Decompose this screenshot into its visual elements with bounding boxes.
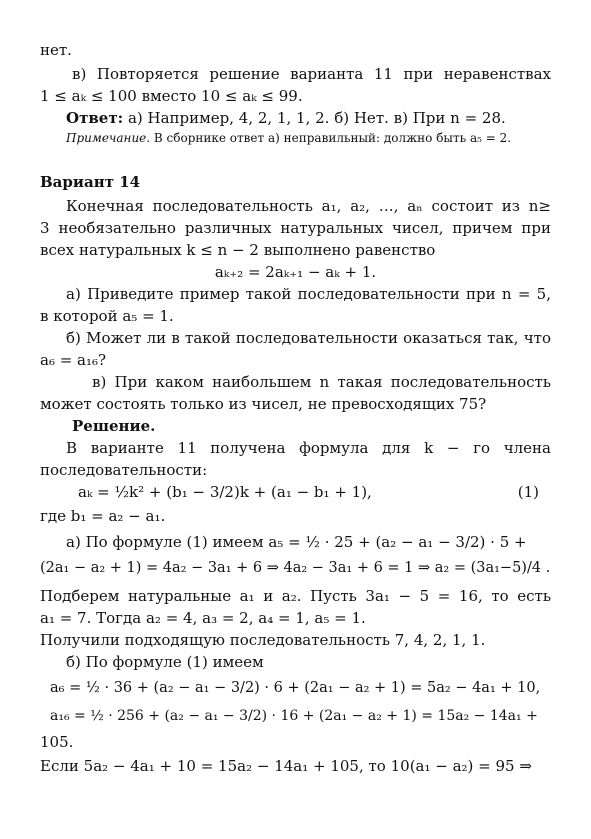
text-line: где b₁ = a₂ − a₁. bbox=[40, 507, 166, 525]
formula-line bbox=[78, 482, 551, 502]
text-line: нет. bbox=[40, 41, 72, 59]
note-text: . В сборнике ответ а) неправильный: должно быть a₅ = 2. bbox=[146, 131, 512, 145]
text-line: Конечная последовательность a₁, a₂, …, aₙ состоит из n≥ bbox=[66, 197, 551, 215]
text-line: a₆ = a₁₆? bbox=[40, 351, 107, 369]
solution-heading: Решение. bbox=[72, 417, 156, 435]
text-line: 105. bbox=[40, 733, 74, 751]
note-line bbox=[66, 128, 551, 148]
text-line: в) Повторяется решение варианта 11 при неравенствах bbox=[72, 65, 551, 83]
text-line: а) По формуле (1) имеем a₅ = ½ · 25 + (a₂ − a₁ − 3/2) · 5 + bbox=[66, 533, 527, 551]
text-line: Если 5a₂ − 4a₁ + 10 = 15a₂ − 14a₁ + 105, то 10(a₁ − a₂) = 95 ⇒ bbox=[40, 757, 532, 775]
text-line: всех натуральных k ≤ n − 2 выполнено равенство bbox=[40, 241, 436, 259]
text-line: 3 необязательно различных натуральных чисел, причем при bbox=[40, 219, 551, 237]
equation-line: aₖ₊₂ = 2aₖ₊₁ − aₖ + 1. bbox=[214, 263, 377, 281]
equation-number: (1) bbox=[517, 483, 539, 501]
text-line: последовательности: bbox=[40, 461, 208, 479]
text-line: в которой a₅ = 1. bbox=[40, 307, 174, 325]
text-line: Получили подходящую последовательность 7, 4, 2, 1, 1. bbox=[40, 631, 486, 649]
text-line: а) Приведите пример такой последовательности при n = 5, bbox=[66, 285, 551, 303]
text-line: (2a₁ − a₂ + 1) = 4a₂ − 3a₁ + 6 ⇒ 4a₂ − 3a₁ + 6 = 1 ⇒ a₂ = (3a₁−5)/4 . bbox=[40, 560, 551, 576]
text-line: в) При каком наибольшем n такая последовательность bbox=[92, 373, 551, 391]
answer-text: а) Например, 4, 2, 1, 1, 2. б) Нет. в) При n = 28. bbox=[123, 109, 506, 127]
section-heading: Вариант 14 bbox=[40, 173, 141, 191]
text-line: Подберем натуральные a₁ и a₂. Пусть 3a₁ − 5 = 16, то есть bbox=[40, 587, 551, 605]
text-line: б) Может ли в такой последовательности оказаться так, что bbox=[66, 329, 551, 347]
text-line: б) По формуле (1) имеем bbox=[66, 653, 264, 671]
text-line: В варианте 11 получена формула для k − го члена bbox=[66, 439, 551, 457]
answer-line bbox=[66, 108, 551, 128]
formula-line: a₆ = ½ · 36 + (a₂ − a₁ − 3/2) · 6 + (2a₁ − a₂ + 1) = 5a₂ − 4a₁ + 10, bbox=[50, 680, 541, 696]
note-label: Примечание bbox=[66, 131, 147, 145]
formula-line: a₁₆ = ½ · 256 + (a₂ − a₁ − 3/2) · 16 + (2a₁ − a₂ + 1) = 15a₂ − 14a₁ + bbox=[50, 708, 538, 724]
answer-label: Ответ: bbox=[66, 109, 124, 127]
text-line: может состоять только из чисел, не превосходящих 75? bbox=[40, 395, 487, 413]
text-line: 1 ≤ aₖ ≤ 100 вместо 10 ≤ aₖ ≤ 99. bbox=[40, 87, 303, 105]
text-line: a₁ = 7. Тогда a₂ = 4, a₃ = 2, a₄ = 1, a₅ = 1. bbox=[40, 609, 366, 627]
formula-text: aₖ = ½k² + (b₁ − 3/2)k + (a₁ − b₁ + 1), bbox=[78, 483, 372, 501]
